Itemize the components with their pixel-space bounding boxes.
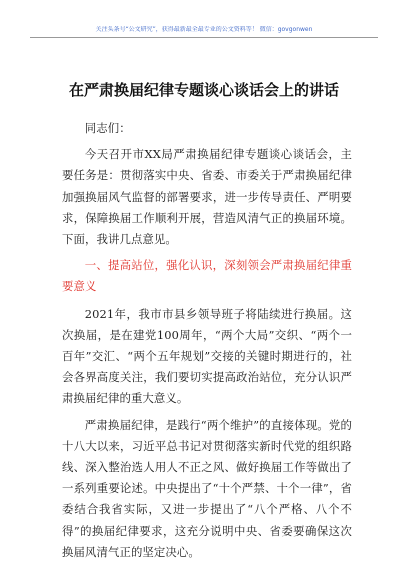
greeting: 同志们： bbox=[84, 121, 131, 135]
header-divider bbox=[30, 37, 378, 38]
header-banner: 关注头条号“公文研究”，获得最新最全最专业的公文资料等！ 微信：govgonwen bbox=[95, 26, 313, 33]
paragraph-2021: 2021年，我市市县乡领导班子将陆续进行换届。这次换届，是在建党100周年，“两个大局”交织、“两个一百年”交汇、“两个五年规划”交接的关键时期进行的，社会各界高度关注，我们要切实提高政治站位，充分认识严肃换届纪律的重大意义。 bbox=[62, 306, 352, 406]
document-title: 在严肃换届纪律专题谈心谈话会上的讲话 bbox=[68, 81, 339, 99]
section-heading-1: 一、提高站位，强化认识，深刻领会严肃换届纪律重要意义 bbox=[62, 258, 352, 294]
document-body bbox=[62, 118, 352, 568]
paragraph-intro: 今天召开市XX局严肃换届纪律专题谈心谈话会，主要任务是：贯彻落实中央、省委、市委关于严肃换届纪律加强换届风气监督的部署要求，进一步传导责任、严明要求，保障换届工作顺利开展，营造风清气正的换届环境。下面，我讲几点意见。 bbox=[62, 147, 352, 247]
paragraph-discipline: 严肃换届纪律，是践行“两个维护”的直接体现。党的十八大以来，习近平总书记对贯彻落实新时代党的组织路线、深入整治选人用人不正之风、做好换届工作等做出了一系列重要论述。中央提出了“十个严禁、十个一律”，省委结合我省实际，又进一步提出了“八个严格、八个不得”的换届纪律要求，这充分说明中央、省委要确保这次换届风清气正的坚定决心。 bbox=[62, 417, 352, 559]
